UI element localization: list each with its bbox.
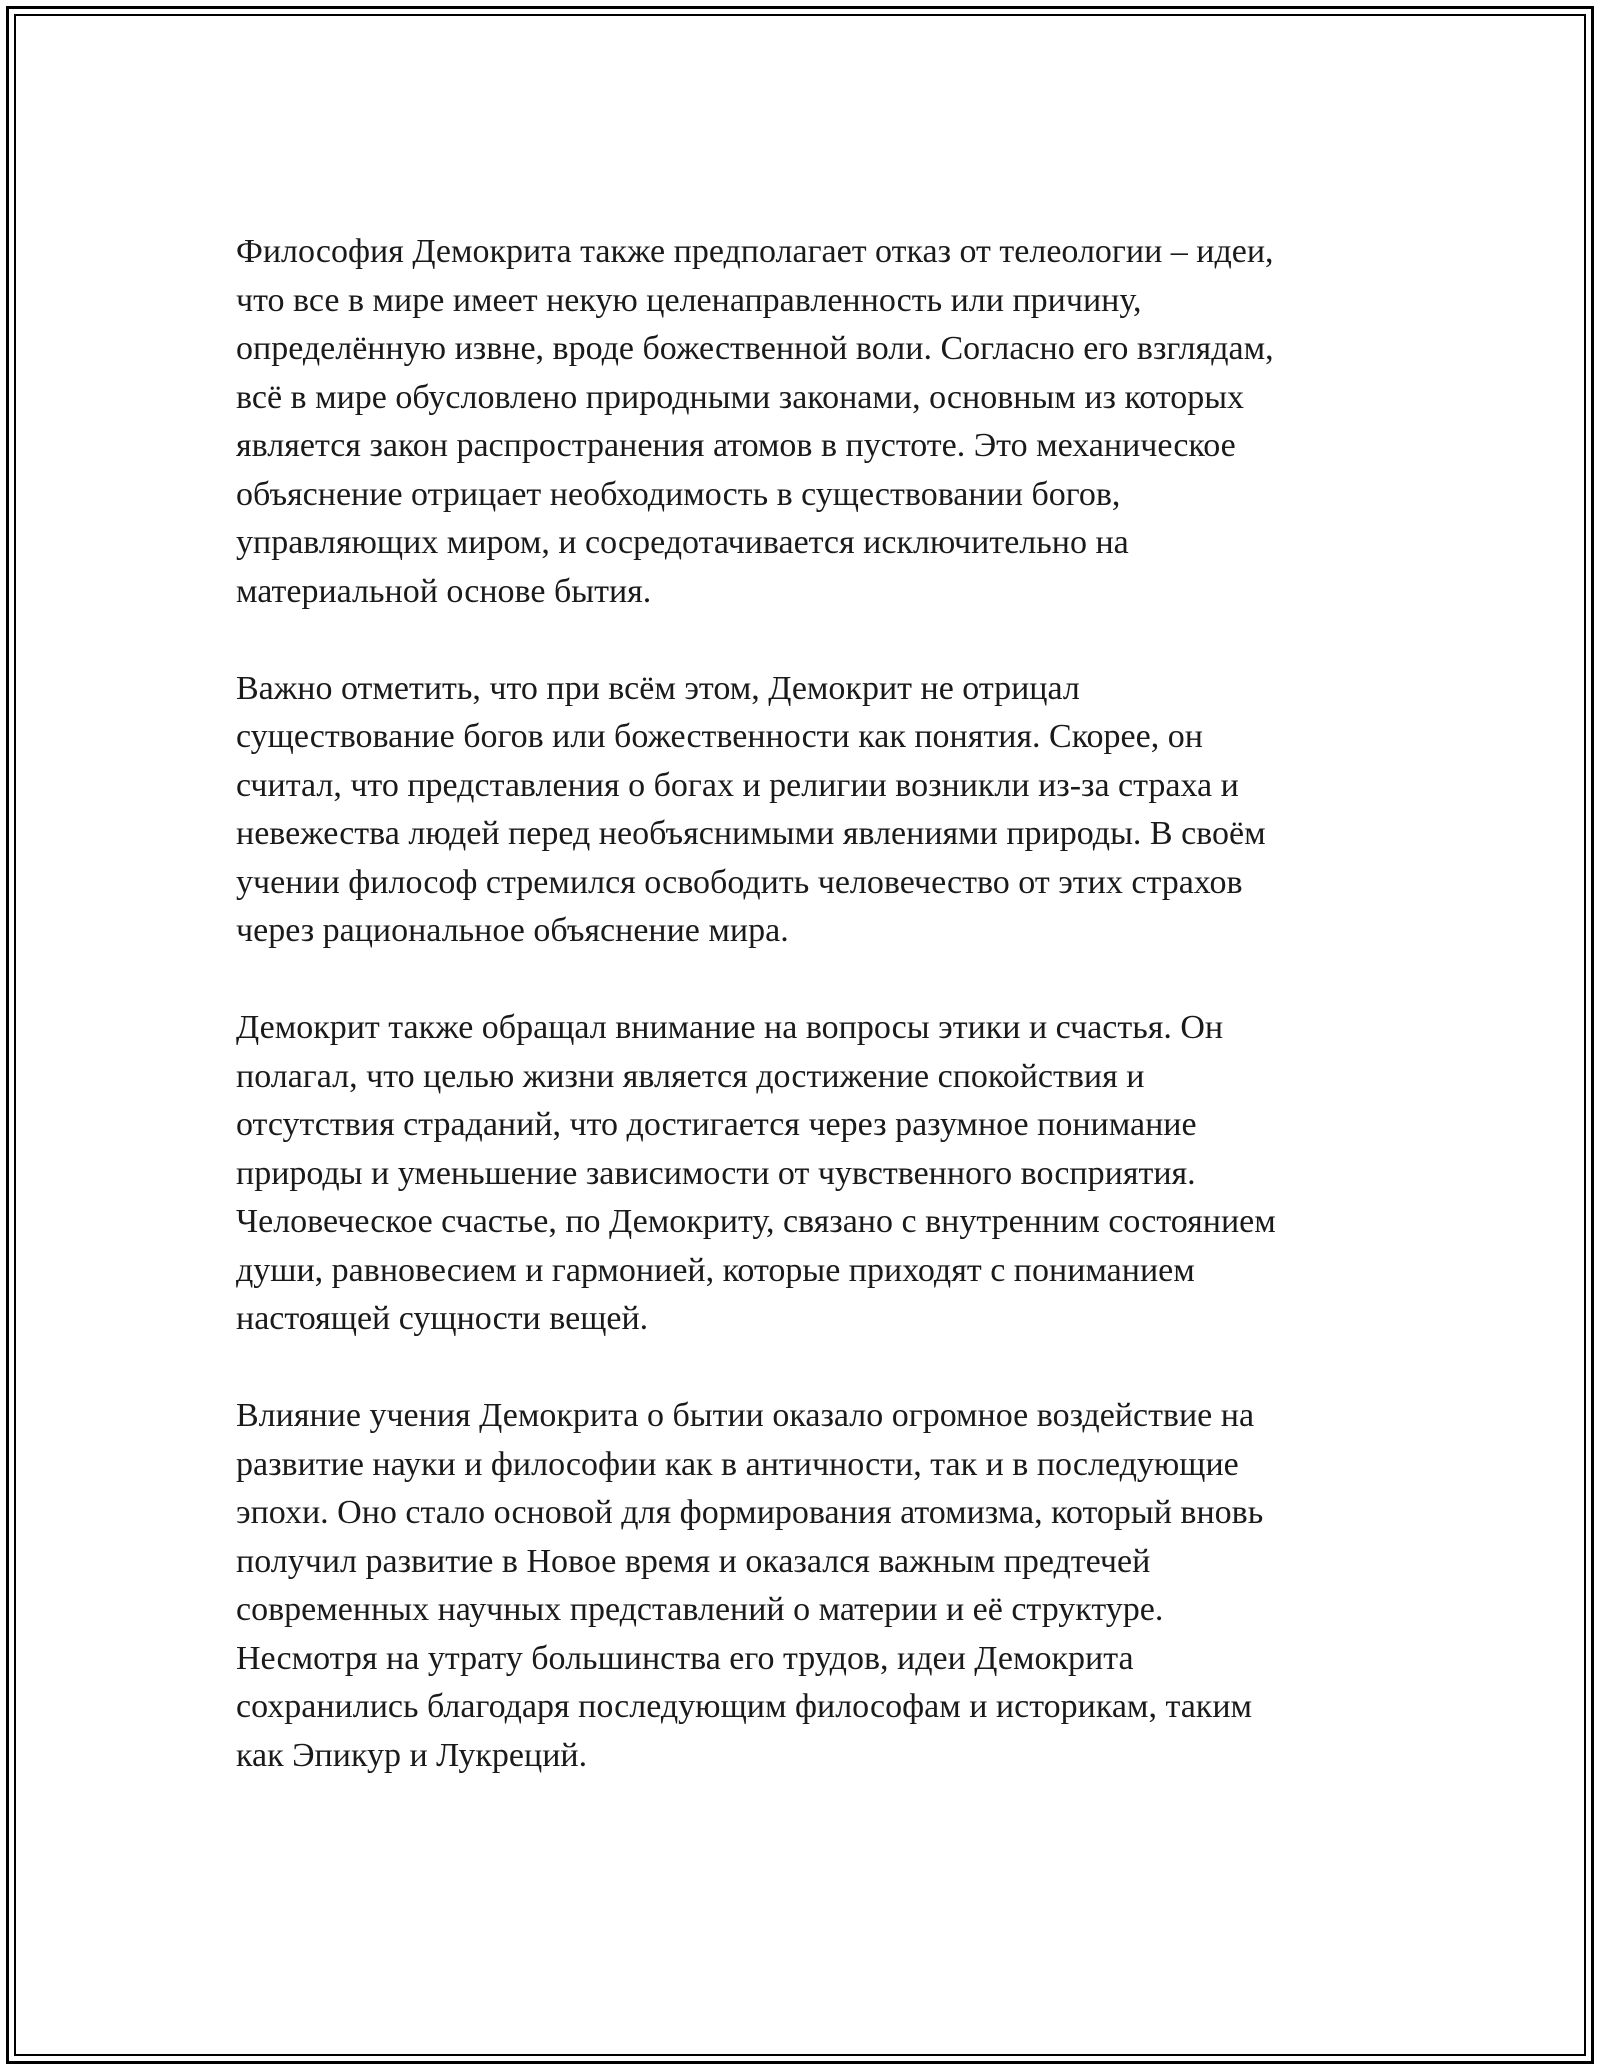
paragraph-line: всё в мире обусловлено природными законами, основным из которых [236,378,1245,416]
paragraph-line: невежества людей перед необъяснимыми явлениями природы. В своём [236,815,1266,852]
paragraph-line: что все в мире имеет некую целенаправленность или причину, [236,281,1142,319]
paragraph-line: является закон распространения атомов в пустоте. Это механическое [236,427,1236,464]
paragraph-line: души, равновесием и гармонией, которые приходят с пониманием [236,1251,1195,1289]
paragraph-line: существование богов или божественности как понятия. Скорее, он [236,718,1203,755]
paragraph-line: управляющих миром, и сосредотачивается исключительно на [236,524,1129,561]
paragraph-line: развитие науки и философии как в античности, так и в последующие [236,1445,1239,1483]
paragraph-1 [236,228,1376,616]
paragraph-line: Философия Демокрита также предполагает отказ от телеологии – идеи, [236,233,1274,270]
paragraph-line: современных научных представлений о материи и её структуре. [236,1591,1164,1628]
paragraph-3 [236,1004,1376,1344]
paragraph-line: через рациональное объяснение мира. [236,912,789,949]
paragraph-line: природы и уменьшение зависимости от чувственного восприятия. [236,1154,1196,1192]
paragraph-4 [236,1392,1376,1780]
paragraph-line: как Эпикур и Лукреций. [236,1736,588,1774]
paragraph-line: определённую извне, вроде божественной воли. Согласно его взглядам, [236,330,1274,367]
document-body [236,228,1376,1829]
paragraph-line: отсутствия страданий, что достигается через разумное понимание [236,1106,1197,1143]
paragraph-line: полагал, что целью жизни является достижение спокойствия и [236,1057,1145,1095]
paragraph-line: Важно отметить, что при всём этом, Демокрит не отрицал [236,669,1080,707]
paragraph-line: объяснение отрицает необходимость в существовании богов, [236,475,1121,513]
paragraph-line: Человеческое счастье, по Демокриту, связано с внутренним состоянием [236,1203,1276,1240]
paragraph-2 [236,665,1376,956]
paragraph-line: настоящей сущности вещей. [236,1300,649,1337]
paragraph-line: Демокрит также обращал внимание на вопросы этики и счастья. Он [236,1009,1224,1046]
paragraph-line: считал, что представления о богах и религии возникли из-за страха и [236,766,1239,804]
paragraph-line: Влияние учения Демокрита о бытии оказало огромное воздействие на [236,1397,1255,1434]
paragraph-line: эпохи. Оно стало основой для формирования атомизма, который вновь [236,1494,1264,1531]
paragraph-line: сохранились благодаря последующим философам и историкам, таким [236,1688,1253,1725]
paragraph-line: материальной основе бытия. [236,572,652,610]
paragraph-line: получил развитие в Новое время и оказался важным предтечей [236,1542,1151,1580]
paragraph-line: учении философ стремился освободить человечество от этих страхов [236,863,1243,901]
paragraph-line: Несмотря на утрату большинства его трудов, идеи Демокрита [236,1639,1134,1677]
